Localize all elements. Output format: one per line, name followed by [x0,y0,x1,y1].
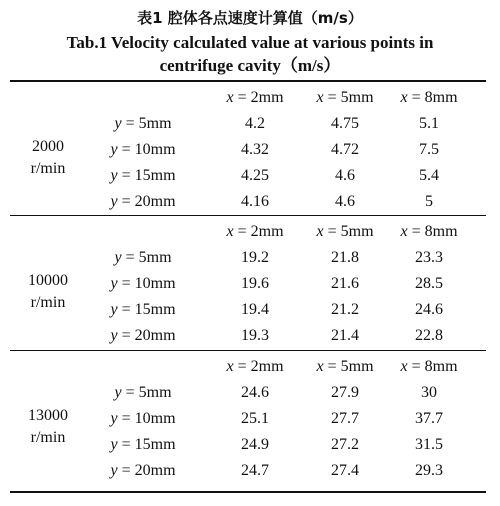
velocity-value-cell: 27.7 [331,410,359,427]
velocity-value-cell: 4.6 [335,193,355,210]
velocity-value-cell: 19.2 [241,249,269,266]
velocity-value-cell: 7.5 [419,141,439,158]
table-caption-chinese: 表1 腔体各点速度计算值（m/s） [137,9,363,27]
column-header-x: x = 8mm [400,358,458,375]
velocity-value-cell: 23.3 [415,249,443,266]
velocity-value-cell: 5 [425,193,433,210]
velocity-value-cell: 4.6 [335,167,355,184]
row-label-y: y = 15mm [110,436,176,453]
velocity-value-cell: 4.16 [241,193,269,210]
velocity-value-cell: 5.1 [419,115,439,132]
column-header-x: x = 8mm [400,89,458,106]
velocity-value-cell: 19.4 [241,301,269,318]
column-header-x: x = 2mm [226,89,284,106]
velocity-value-cell: 25.1 [241,410,269,427]
velocity-value-cell: 24.6 [415,301,443,318]
velocity-value-cell: 27.4 [331,462,359,479]
rotation-speed-value: 10000 [28,272,68,289]
table-caption-english [0,31,500,77]
velocity-value-cell: 31.5 [415,436,443,453]
row-label-y: y = 20mm [110,327,176,344]
rotation-speed-unit: r/min [30,294,66,311]
velocity-value-cell: 28.5 [415,275,443,292]
velocity-value-cell: 21.2 [331,301,359,318]
velocity-value-cell: 24.7 [241,462,269,479]
row-label-y: y = 10mm [110,141,176,158]
velocity-value-cell: 19.6 [241,275,269,292]
velocity-value-cell: 27.2 [331,436,359,453]
rotation-speed-value: 13000 [28,407,68,424]
row-label-y: y = 5mm [114,384,172,401]
row-label-y: y = 20mm [110,462,176,479]
velocity-value-cell: 29.3 [415,462,443,479]
velocity-value-cell: 4.75 [331,115,359,132]
velocity-value-cell: 4.72 [331,141,359,158]
row-label-y: y = 5mm [114,249,172,266]
column-header-x: x = 5mm [316,223,374,240]
velocity-value-cell: 21.4 [331,327,359,344]
caption-english-line-1: Tab.1 Velocity calculated value at various points in [66,33,434,52]
column-header-x: x = 5mm [316,358,374,375]
velocity-value-cell: 4.25 [241,167,269,184]
velocity-value-cell: 21.6 [331,275,359,292]
velocity-value-cell: 5.4 [419,167,439,184]
velocity-value-cell: 22.8 [415,327,443,344]
rotation-speed-value: 2000 [32,138,64,155]
rotation-speed-unit: r/min [30,429,66,446]
velocity-value-cell: 27.9 [331,384,359,401]
group-divider-rule [10,215,486,216]
table-top-rule [10,80,486,82]
row-label-y: y = 15mm [110,167,176,184]
column-header-x: x = 8mm [400,223,458,240]
velocity-value-cell: 24.9 [241,436,269,453]
column-header-x: x = 2mm [226,358,284,375]
row-label-y: y = 15mm [110,301,176,318]
row-label-y: y = 20mm [110,193,176,210]
row-label-y: y = 5mm [114,115,172,132]
velocity-value-cell: 21.8 [331,249,359,266]
caption-english-line-2: centrifuge cavity（m/s） [159,56,341,75]
velocity-value-cell: 24.6 [241,384,269,401]
velocity-value-cell: 37.7 [415,410,443,427]
velocity-value-cell: 4.2 [245,115,265,132]
group-divider-rule [10,350,486,351]
row-label-y: y = 10mm [110,410,176,427]
rotation-speed-unit: r/min [30,160,66,177]
velocity-value-cell: 19.3 [241,327,269,344]
velocity-value-cell: 30 [421,384,437,401]
row-label-y: y = 10mm [110,275,176,292]
column-header-x: x = 5mm [316,89,374,106]
velocity-value-cell: 4.32 [241,141,269,158]
table-bottom-rule [10,491,486,493]
column-header-x: x = 2mm [226,223,284,240]
